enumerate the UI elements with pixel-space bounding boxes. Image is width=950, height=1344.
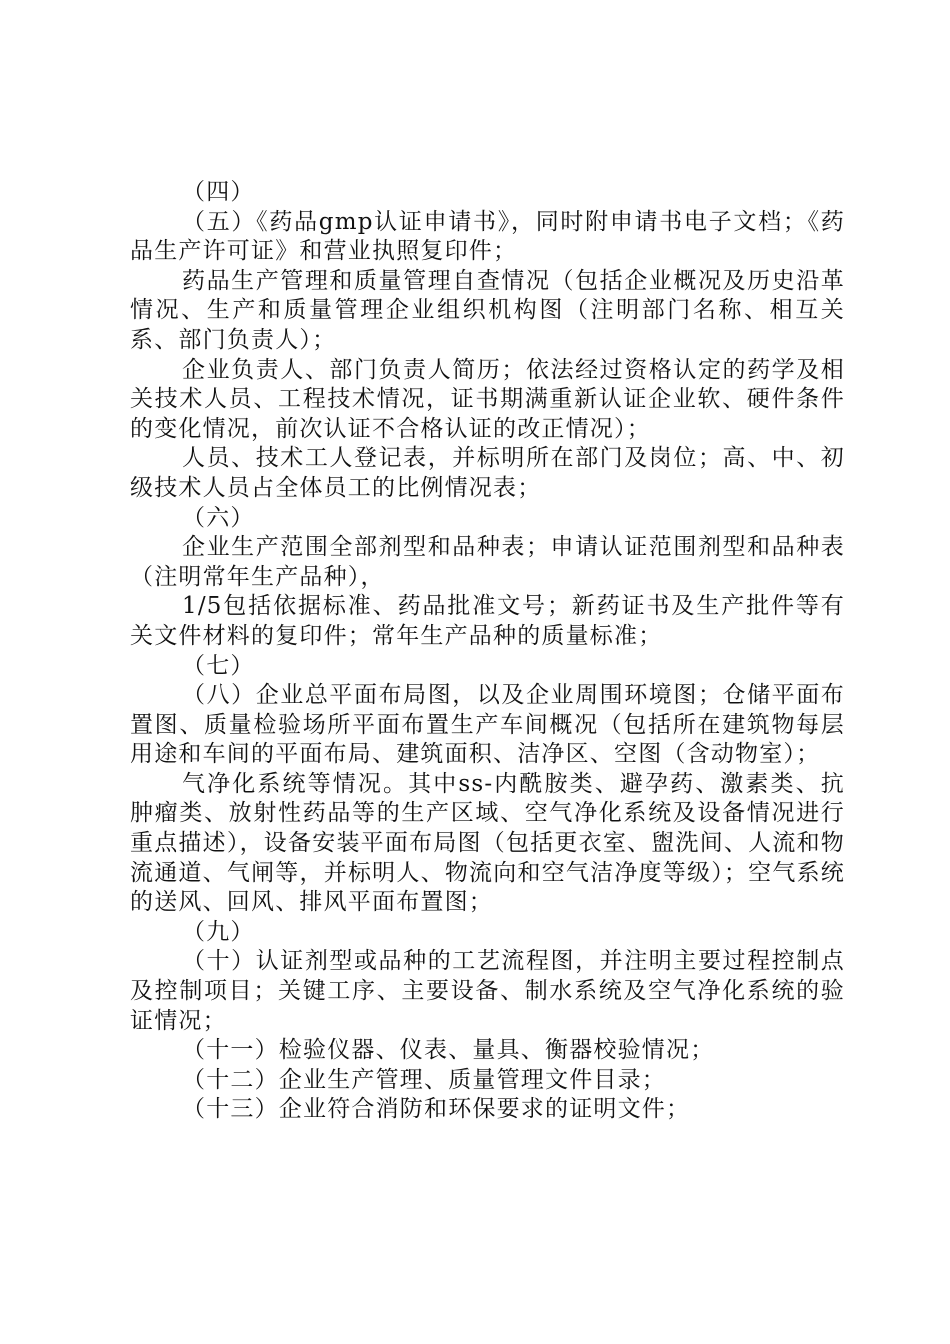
paragraph-item-4: （四） xyxy=(182,179,255,205)
paragraph-item-9: （九） xyxy=(182,918,255,945)
paragraph-item-12: （十二）企业生产管理、质量管理文件目录； xyxy=(182,1066,666,1093)
paragraph-item-10: （十）认证剂型或品种的工艺流程图，并注明主要过程控制点及控制项目；关键工序、主要设备、制水系统及空气净化系统的验证情况； xyxy=(130,948,845,1034)
paragraph-item-8: （八）企业总平面布局图，以及企业周围环境图；仓储平面布置图、质量检验场所平面布置生产车间概况（包括所在建筑物每层用途和车间的平面布局、建筑面积、洁净区、空图（含动物室）； xyxy=(130,682,845,768)
paragraph-item-11: （十一）检验仪器、仪表、量具、衡器校验情况； xyxy=(182,1037,715,1064)
paragraph-staff-registry: 人员、技术工人登记表，并标明所在部门及岗位；高、中、初级技术人员占全体员工的比例情况表； xyxy=(130,445,845,501)
paragraph-standards: 1/5包括依据标准、药品批准文号；新药证书及生产批件等有关文件材料的复印件；常年生产品种的质量标准； xyxy=(130,593,845,649)
document-body xyxy=(130,178,845,1125)
paragraph-self-inspection: 药品生产管理和质量管理自查情况（包括企业概况及历史沿革情况、生产和质量管理企业组织机构图（注明部门名称、相互关系、部门负责人）； xyxy=(130,267,845,353)
paragraph-item-7: （七） xyxy=(182,652,255,679)
paragraph-item-6: （六） xyxy=(182,504,255,531)
paragraph-dosage-forms: 企业生产范围全部剂型和品种表；申请认证范围剂型和品种表（注明常年生产品种）， xyxy=(130,534,845,590)
paragraph-item-13: （十三）企业符合消防和环保要求的证明文件； xyxy=(182,1096,691,1123)
paragraph-item-5: （五）《药品gmp认证申请书》，同时附申请书电子文档；《药品生产许可证》和营业执照复印件； xyxy=(130,208,845,265)
paragraph-air-purification: 气净化系统等情况。其中ss-内酰胺类、避孕药、激素类、抗肿瘤类、放射性药品等的生产区域、空气净化系统及设备情况进行重点描述），设备安装平面布局图（包括更衣室、盥洗间、人流和物流通道、气闸等，并标明人、物流向和空气洁净度等级）；空气系统的送风、回风、排风平面布置图； xyxy=(130,770,845,916)
paragraph-resumes: 企业负责人、部门负责人简历；依法经过资格认定的药学及相关技术人员、工程技术情况，证书期满重新认证企业软、硬件条件的变化情况，前次认证不合格认证的改正情况）； xyxy=(130,356,845,442)
